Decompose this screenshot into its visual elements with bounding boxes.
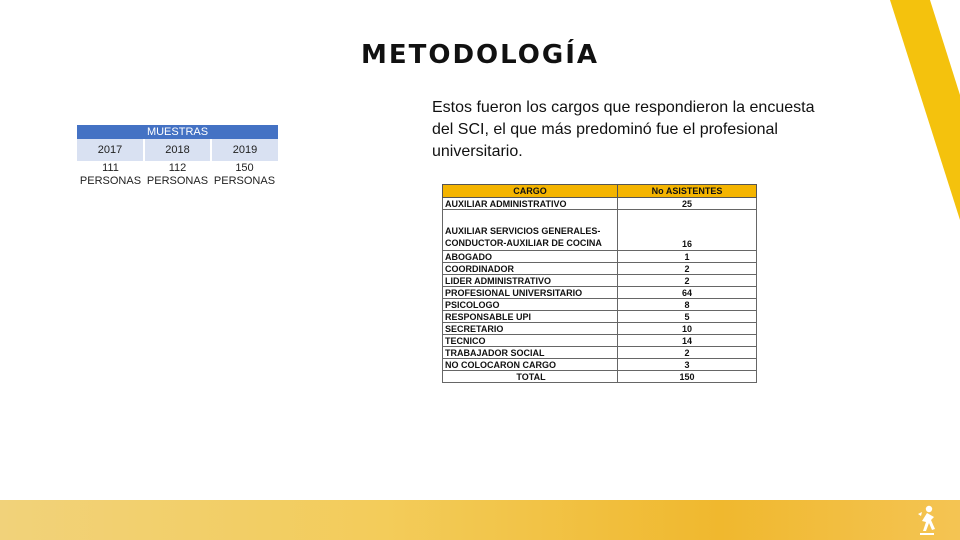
year-cell: 2018 <box>144 139 211 161</box>
count-cell: 5 <box>618 311 757 323</box>
count-cell: 2 <box>618 275 757 287</box>
count-cell: 64 <box>618 287 757 299</box>
year-cell: 2019 <box>211 139 278 161</box>
cargo-cell: PROFESIONAL UNIVERSITARIO <box>443 287 618 299</box>
table-row <box>443 263 757 275</box>
count-cell: 16 <box>618 210 757 251</box>
description-text: Estos fueron los cargos que respondieron la encuesta del SCI, el que más predominó fue el profesional universitario. <box>432 99 815 160</box>
cargo-cell: LIDER ADMINISTRATIVO <box>443 275 618 287</box>
table-row <box>443 335 757 347</box>
muestras-header: MUESTRAS <box>77 125 278 139</box>
cargo-cell: COORDINADOR <box>443 263 618 275</box>
cargo-cell: SECRETARIO <box>443 323 618 335</box>
count-cell: 25 <box>618 198 757 210</box>
total-label: TOTAL <box>443 371 618 383</box>
year-cell: 2017 <box>77 139 144 161</box>
footer-band <box>0 500 960 540</box>
count-unit: PERSONAS <box>79 175 142 187</box>
table-row <box>443 210 757 251</box>
column-header-asistentes: No ASISTENTES <box>618 185 757 198</box>
runner-logo-icon <box>912 503 942 537</box>
table-row <box>443 311 757 323</box>
count-unit: PERSONAS <box>146 175 209 187</box>
cargo-cell: ABOGADO <box>443 251 618 263</box>
count-value: 111 <box>102 162 119 174</box>
count-cell <box>77 161 144 189</box>
count-cell: 8 <box>618 299 757 311</box>
table-row <box>443 359 757 371</box>
table-row <box>443 287 757 299</box>
table-row <box>443 275 757 287</box>
cargo-cell: AUXILIAR SERVICIOS GENERALES-CONDUCTOR-AUXILIAR DE COCINA <box>443 210 618 251</box>
count-cell: 14 <box>618 335 757 347</box>
table-row <box>443 198 757 210</box>
count-cell: 10 <box>618 323 757 335</box>
cargo-cell: TRABAJADOR SOCIAL <box>443 347 618 359</box>
count-cell <box>144 161 211 189</box>
count-cell: 3 <box>618 359 757 371</box>
corner-decoration <box>890 0 960 220</box>
cargo-cell: PSICOLOGO <box>443 299 618 311</box>
count-cell: 2 <box>618 263 757 275</box>
count-cell: 1 <box>618 251 757 263</box>
total-row <box>443 371 757 383</box>
total-value: 150 <box>618 371 757 383</box>
cargo-cell: NO COLOCARON CARGO <box>443 359 618 371</box>
count-value: 112 <box>168 162 187 174</box>
count-cell <box>211 161 278 189</box>
table-row <box>443 251 757 263</box>
cargo-cell: AUXILIAR ADMINISTRATIVO <box>443 198 618 210</box>
count-value: 150 <box>235 162 254 174</box>
cargo-cell: TECNICO <box>443 335 618 347</box>
page-title: METODOLOGÍA <box>360 40 600 70</box>
count-cell: 2 <box>618 347 757 359</box>
muestras-table <box>77 125 278 189</box>
cargo-cell: RESPONSABLE UPI <box>443 311 618 323</box>
table-row <box>443 347 757 359</box>
table-row <box>443 299 757 311</box>
column-header-cargo: CARGO <box>443 185 618 198</box>
count-unit: PERSONAS <box>213 175 276 187</box>
table-row <box>443 323 757 335</box>
cargo-table <box>442 184 757 383</box>
